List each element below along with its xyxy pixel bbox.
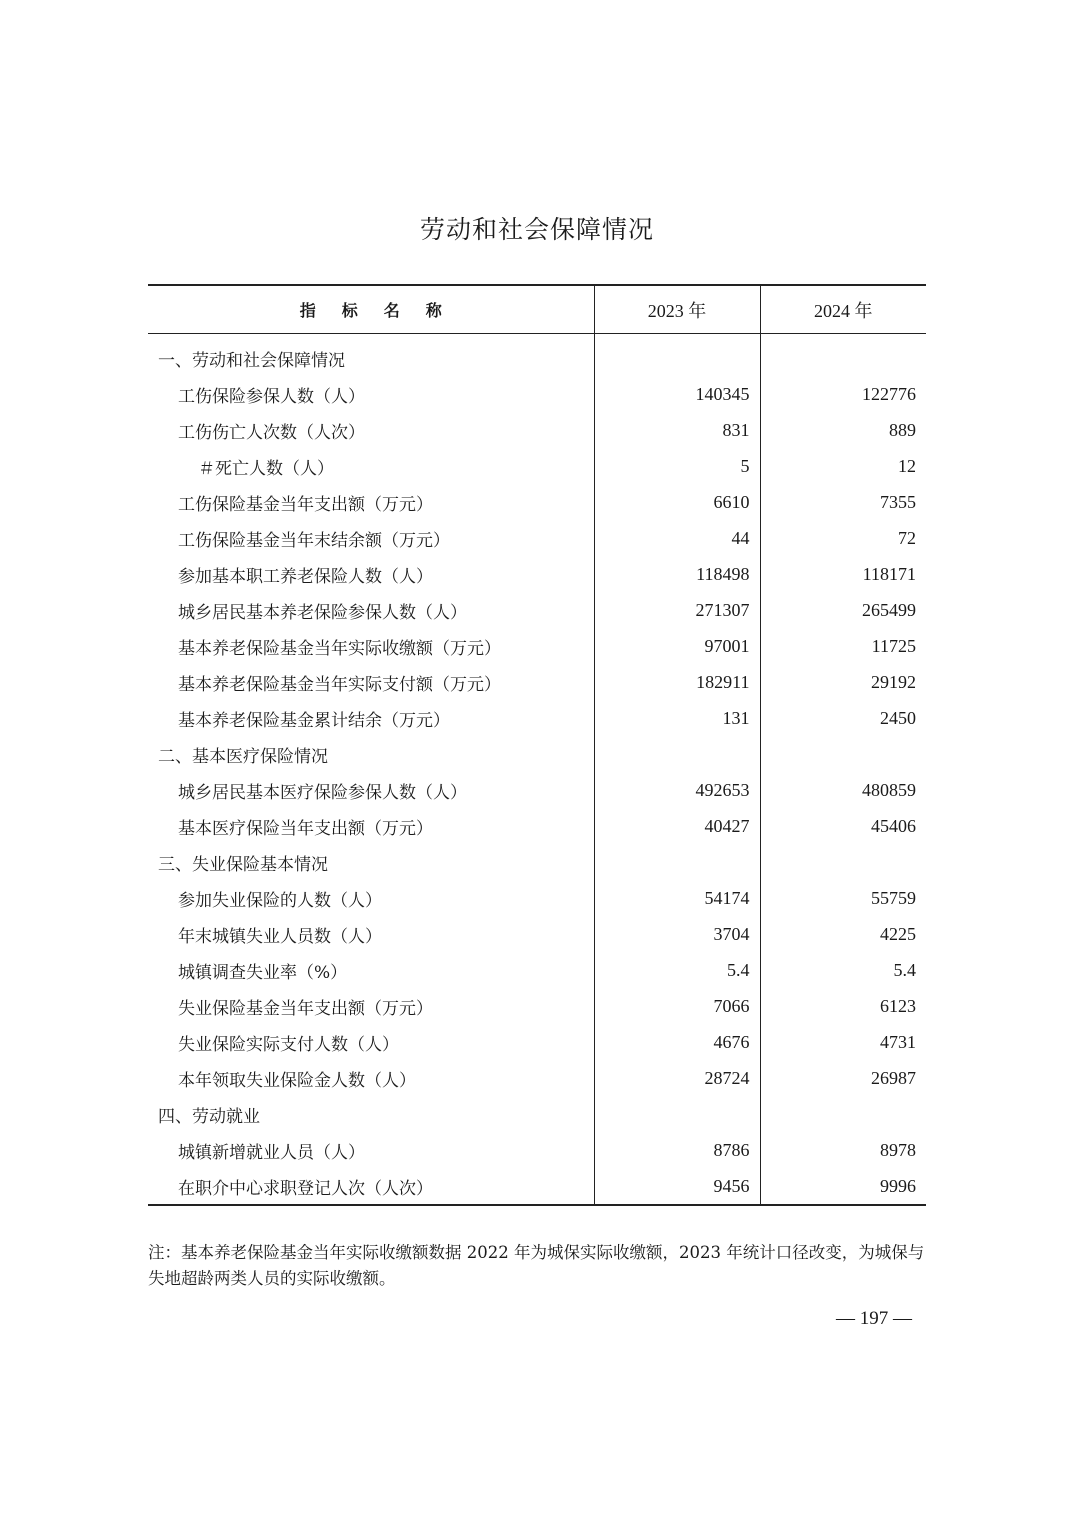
value-2024: 889 (760, 412, 926, 448)
value-2023: 271307 (594, 592, 760, 628)
value-2024 (760, 736, 926, 772)
section-heading-row (148, 1096, 926, 1132)
value-2023 (594, 334, 760, 377)
value-2024: 45406 (760, 808, 926, 844)
value-2023: 492653 (594, 772, 760, 808)
section-heading: 二、基本医疗保险情况 (158, 746, 328, 767)
value-2023 (594, 736, 760, 772)
value-2023: 118498 (594, 556, 760, 592)
value-2024: 12 (760, 448, 926, 484)
indicator-name: 基本养老保险基金当年实际收缴额（万元） (178, 638, 501, 659)
table-row (148, 1060, 926, 1096)
indicator-name: 城乡居民基本养老保险参保人数（人） (178, 602, 467, 623)
value-2024: 480859 (760, 772, 926, 808)
value-2023: 182911 (594, 664, 760, 700)
indicator-name: 城镇调查失业率（%） (178, 962, 348, 983)
page-title: 劳动和社会保障情况 (419, 215, 654, 244)
value-2024: 26987 (760, 1060, 926, 1096)
table-row (148, 808, 926, 844)
indicator-name: 工伤保险基金当年支出额（万元） (178, 494, 433, 515)
section-heading: 三、失业保险基本情况 (158, 854, 328, 875)
value-2024: 29192 (760, 664, 926, 700)
section-heading: 一、劳动和社会保障情况 (158, 350, 345, 371)
table-row (148, 952, 926, 988)
page-number: — 197 — (836, 1308, 912, 1329)
value-2023: 831 (594, 412, 760, 448)
value-2023: 6610 (594, 484, 760, 520)
value-2023: 8786 (594, 1132, 760, 1168)
value-2023: 54174 (594, 880, 760, 916)
table-body (148, 334, 926, 1206)
value-2023: 28724 (594, 1060, 760, 1096)
value-2023: 4676 (594, 1024, 760, 1060)
table-footnote: 注：基本养老保险基金当年实际收缴额数据 2022 年为城保实际收缴额，2023 年统计口径改变，为城保与失地超龄两类人员的实际收缴额。 (148, 1243, 925, 1288)
value-2023: 5.4 (594, 952, 760, 988)
value-2023: 97001 (594, 628, 760, 664)
table-row (148, 664, 926, 700)
value-2024: 4731 (760, 1024, 926, 1060)
indicator-name: 城乡居民基本医疗保险参保人数（人） (178, 782, 467, 803)
section-heading: 四、劳动就业 (158, 1106, 260, 1127)
value-2023: 44 (594, 520, 760, 556)
indicator-name: 工伤保险参保人数（人） (178, 386, 365, 407)
table-row (148, 700, 926, 736)
value-2024: 55759 (760, 880, 926, 916)
statistics-table (148, 284, 926, 1206)
value-2024 (760, 844, 926, 880)
header-year-2024: 2024 年 (760, 285, 926, 334)
table-row (148, 556, 926, 592)
value-2024: 265499 (760, 592, 926, 628)
value-2023: 140345 (594, 376, 760, 412)
table-header-row (148, 285, 926, 334)
value-2023: 131 (594, 700, 760, 736)
value-2023: 40427 (594, 808, 760, 844)
indicator-name: 参加失业保险的人数（人） (178, 890, 382, 911)
indicator-name: 参加基本职工养老保险人数（人） (178, 566, 433, 587)
value-2024: 118171 (760, 556, 926, 592)
indicator-name: ＃死亡人数（人） (198, 458, 334, 479)
section-heading-row (148, 334, 926, 377)
indicator-name: 本年领取失业保险金人数（人） (178, 1070, 416, 1091)
value-2023: 9456 (594, 1168, 760, 1205)
table-row (148, 520, 926, 556)
indicator-name: 失业保险实际支付人数（人） (178, 1034, 399, 1055)
table-row (148, 1024, 926, 1060)
value-2024: 72 (760, 520, 926, 556)
table-row (148, 412, 926, 448)
section-heading-row (148, 844, 926, 880)
section-heading-row (148, 736, 926, 772)
value-2024: 9996 (760, 1168, 926, 1205)
table-row (148, 376, 926, 412)
table-row (148, 628, 926, 664)
indicator-name: 基本养老保险基金累计结余（万元） (178, 710, 450, 731)
table-row (148, 916, 926, 952)
table-row (148, 448, 926, 484)
value-2023 (594, 844, 760, 880)
indicator-name: 年末城镇失业人员数（人） (178, 926, 382, 947)
value-2023: 7066 (594, 988, 760, 1024)
value-2023: 5 (594, 448, 760, 484)
value-2023: 3704 (594, 916, 760, 952)
value-2023 (594, 1096, 760, 1132)
indicator-name: 在职介中心求职登记人次（人次） (178, 1178, 433, 1199)
indicator-name: 基本养老保险基金当年实际支付额（万元） (178, 674, 501, 695)
indicator-name: 基本医疗保险当年支出额（万元） (178, 818, 433, 839)
table-row (148, 484, 926, 520)
header-year-2023: 2023 年 (594, 285, 760, 334)
value-2024: 11725 (760, 628, 926, 664)
value-2024: 7355 (760, 484, 926, 520)
value-2024: 4225 (760, 916, 926, 952)
indicator-name: 工伤保险基金当年末结余额（万元） (178, 530, 450, 551)
value-2024: 122776 (760, 376, 926, 412)
header-indicator-name: 指标名称 (148, 285, 594, 334)
indicator-name: 工伤伤亡人次数（人次） (178, 422, 365, 443)
value-2024: 5.4 (760, 952, 926, 988)
table-row (148, 592, 926, 628)
table-row (148, 1132, 926, 1168)
table-row (148, 1168, 926, 1205)
value-2024 (760, 1096, 926, 1132)
value-2024: 6123 (760, 988, 926, 1024)
table-row (148, 988, 926, 1024)
table-row (148, 880, 926, 916)
table-row (148, 772, 926, 808)
value-2024: 2450 (760, 700, 926, 736)
value-2024: 8978 (760, 1132, 926, 1168)
value-2024 (760, 334, 926, 377)
indicator-name: 失业保险基金当年支出额（万元） (178, 998, 433, 1019)
indicator-name: 城镇新增就业人员（人） (178, 1142, 365, 1163)
